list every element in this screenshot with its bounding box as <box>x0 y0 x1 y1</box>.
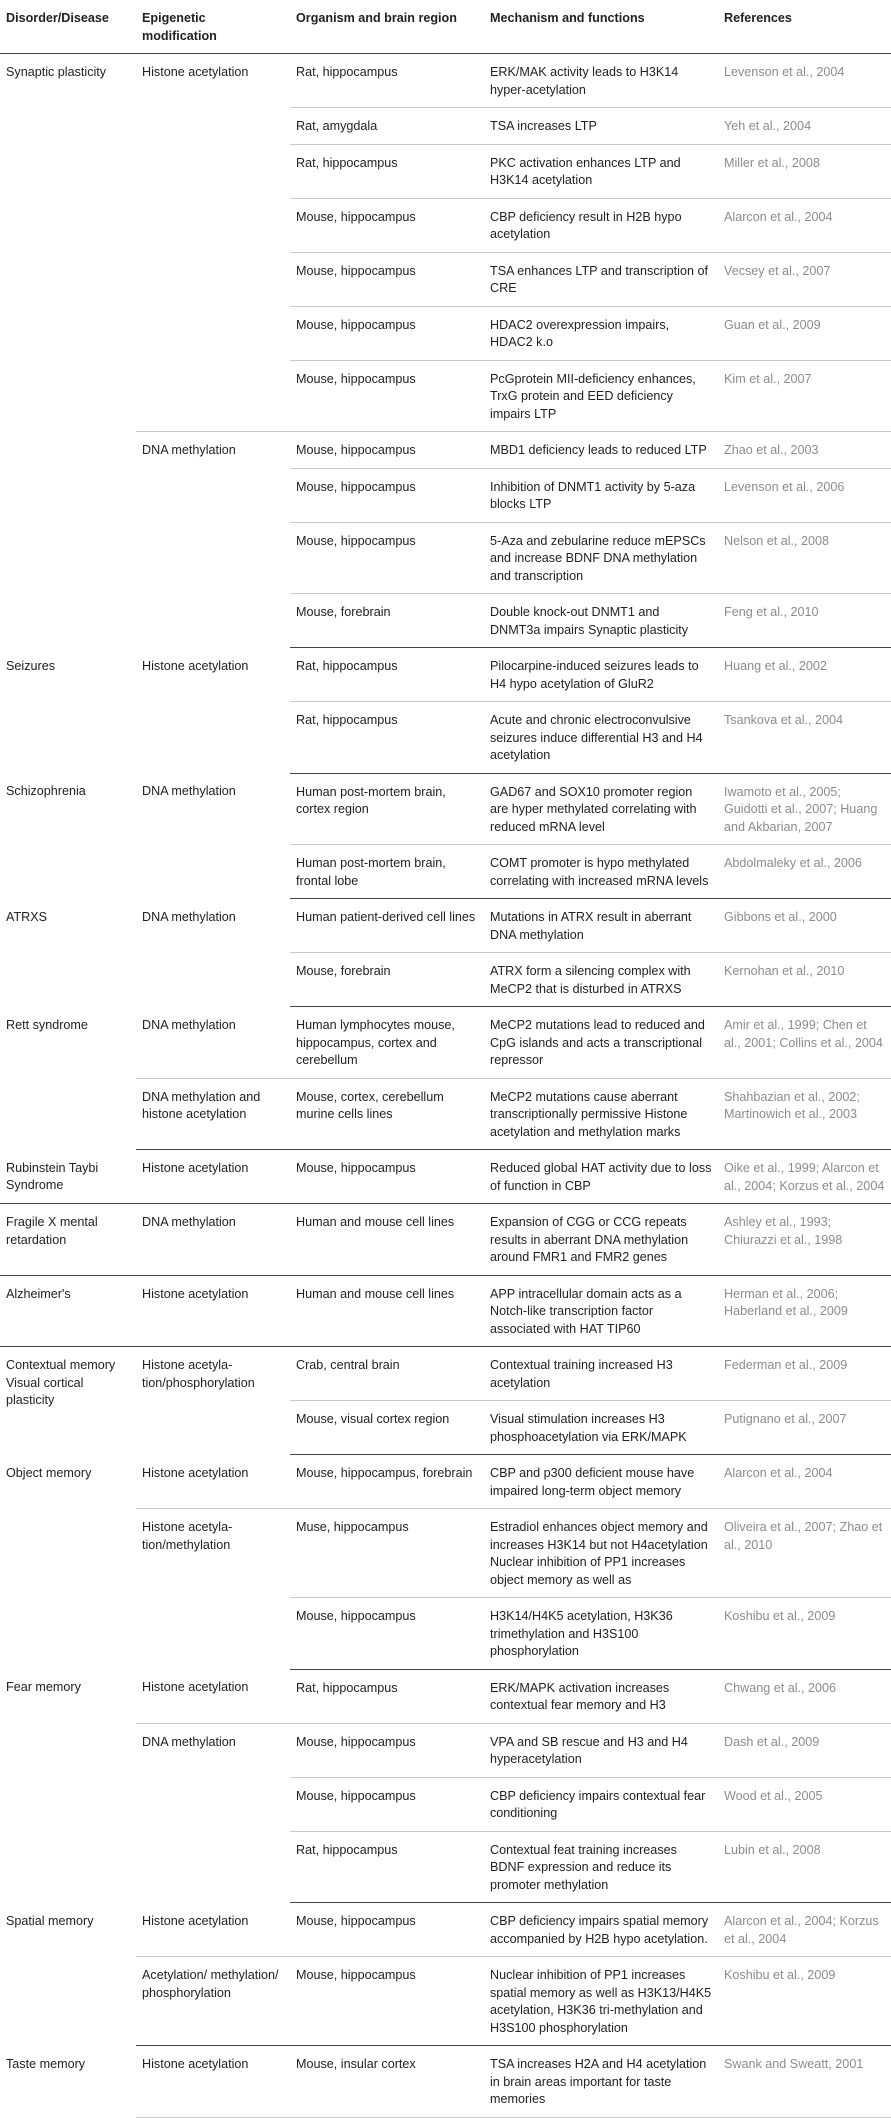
disorder-cell: Rett syndrome <box>6 1017 88 1032</box>
reference-cell: Kim et al., 2007 <box>718 360 891 432</box>
organism-cell: Mouse, hippocampus <box>290 468 484 522</box>
reference-cell: Feng et al., 2010 <box>718 594 891 648</box>
organism-cell: Muse, hippocampus <box>290 1509 484 1598</box>
organism-cell: Mouse, hippocampus <box>290 1150 484 1204</box>
disorder-cell: Spatial memory <box>6 1913 94 1928</box>
reference-cell: Miller et al., 2008 <box>718 144 891 198</box>
reference-cell: Levenson et al., 2004 <box>718 54 891 108</box>
epigenetic-cell: DNA methylation <box>142 443 236 457</box>
organism-cell: Mouse, hippocampus <box>290 1723 484 1777</box>
mechanism-cell: Double knock-out DNMT1 and DNMT3a impairs Synaptic plasticity <box>484 594 718 648</box>
reference-cell: Alarcon et al., 2004; Korzus et al., 2004 <box>718 1903 891 1957</box>
epigenetic-cell: Histone acetylation <box>136 1669 290 1723</box>
epigenetic-cell: DNA methylation <box>142 784 236 798</box>
organism-cell: Mouse, hippocampus <box>290 1777 484 1831</box>
reference-cell: Swank and Sweatt, 2001 <box>718 2046 891 2118</box>
organism-cell: Mouse, forebrain <box>290 953 484 1007</box>
mechanism-cell: PKC activation enhances LTP and H3K14 acetylation <box>484 144 718 198</box>
organism-cell: Mouse, visual cortex region <box>290 1401 484 1455</box>
disorder-cell: Rubinstein Taybi Syndrome <box>0 1150 136 1204</box>
mechanism-cell: CBP deficiency impairs spatial memory accompanied by H2B hypo acetylation. <box>484 1903 718 1957</box>
disorder-cell: Fear memory <box>6 1680 81 1694</box>
reference-cell: Federman et al., 2009 <box>718 1347 891 1401</box>
organism-cell: Mouse, hippocampus, forebrain <box>290 1455 484 1509</box>
disorder-cell: ATRXS <box>6 909 48 924</box>
reference-cell: Amir et al., 1999; Chen et al., 2001; Collins et al., 2004 <box>718 1007 891 1079</box>
reference-cell: Nelson et al., 2008 <box>718 522 891 594</box>
mechanism-cell: CBP and p300 deficient mouse have impaired long-term object memory <box>484 1455 718 1509</box>
epigenetic-cell: DNA methylation <box>136 1007 290 1079</box>
organism-cell: Rat, hippocampus <box>290 648 484 702</box>
disorder-cell: Fragile X mental retardation <box>0 1204 136 1276</box>
epigenetic-cell: Histone acetylation <box>136 1275 290 1347</box>
organism-cell: Human post-mortem brain, cortex region <box>290 773 484 845</box>
mechanism-cell: Contextual training increased H3 acetylation <box>484 1347 718 1401</box>
mechanism-cell: Pilocarpine-induced seizures leads to H4 hypo acetylation of GluR2 <box>484 648 718 702</box>
reference-cell: Oliveira et al., 2007; Zhao et al., 2010 <box>718 1509 891 1598</box>
reference-cell: Putignano et al., 2007 <box>718 1401 891 1455</box>
organism-cell: Mouse, hippocampus <box>290 1598 484 1670</box>
table-row <box>0 1275 891 1347</box>
mechanism-cell: Contextual feat training increases BDNF expression and reduce its promoter methylation <box>484 1831 718 1903</box>
disorder-cell: Alzheimer's <box>0 1275 136 1347</box>
epigenetic-cell: Histone acetyla-tion/methylation <box>142 1520 233 1552</box>
mechanism-cell: H3K14/H4K5 acetylation, H3K36 trimethylation and H3S100 phosphorylation <box>484 1598 718 1670</box>
epigenetic-cell: DNA methylation and histone acetylation <box>136 1078 290 1150</box>
reference-cell: Zhao et al., 2003 <box>718 432 891 469</box>
organism-cell: Mouse, insular cortex <box>290 2046 484 2118</box>
epigenetic-cell: Histone acetyla-tion/phosphorylation <box>142 1358 255 1390</box>
table-row <box>0 1903 891 1957</box>
disorder-cell: Synaptic plasticity <box>6 65 107 79</box>
mechanism-cell: Acute and chronic electroconvulsive seizures induce differential H3 and H4 acetylation <box>484 702 718 774</box>
organism-cell: Rat, hippocampus <box>290 54 484 108</box>
epigenetic-cell: Histone acetylation <box>136 1150 290 1204</box>
organism-cell: Human patient-derived cell lines <box>290 899 484 953</box>
mechanism-cell: APP intracellular domain acts as a Notch-like transcription factor associated with HAT TIP60 <box>484 1275 718 1347</box>
reference-cell: Alarcon et al., 2004 <box>718 198 891 252</box>
organism-cell: Mouse, forebrain <box>290 594 484 648</box>
reference-cell: Abdolmaleky et al., 2006 <box>718 845 891 899</box>
reference-cell: Koshibu et al., 2009 <box>718 1957 891 2046</box>
reference-cell: Oike et al., 1999; Alarcon et al., 2004; Korzus et al., 2004 <box>718 1150 891 1204</box>
reference-cell: Yeh et al., 2004 <box>718 108 891 145</box>
mechanism-cell: HDAC2 overexpression impairs, HDAC2 k.o <box>484 306 718 360</box>
mechanism-cell: 5-Aza and zebularine reduce mEPSCs and increase BDNF DNA methylation and transcription <box>484 522 718 594</box>
organism-cell: Mouse, hippocampus <box>290 432 484 469</box>
mechanism-cell: Mutations in ATRX result in aberrant DNA methylation <box>484 899 718 953</box>
organism-cell: Mouse, hippocampus <box>290 522 484 594</box>
mechanism-cell: TSA increases LTP <box>484 108 718 145</box>
epigenetic-cell: Histone acetylation <box>136 1903 290 1957</box>
header-row <box>0 0 891 54</box>
reference-cell: Gibbons et al., 2000 <box>718 899 891 953</box>
mechanism-cell: MeCP2 mutations cause aberrant transcriptionally permissive Histone acetylation and methylation marks <box>484 1078 718 1150</box>
mechanism-cell: ATRX form a silencing complex with MeCP2 that is disturbed in ATRXS <box>484 953 718 1007</box>
mechanism-cell: Visual stimulation increases H3 phosphoacetylation via ERK/MAPK <box>484 1401 718 1455</box>
mechanism-cell: ERK/MAPK activation increases contextual fear memory and H3 <box>484 1669 718 1723</box>
mechanism-cell: Expansion of CGG or CCG repeats results in aberrant DNA methylation around FMR1 and FMR2 genes <box>484 1204 718 1276</box>
table-row <box>0 773 891 845</box>
mechanism-cell: GAD67 and SOX10 promoter region are hyper methylated correlating with reduced mRNA level <box>484 773 718 845</box>
reference-cell: Lubin et al., 2008 <box>718 1831 891 1903</box>
epigenetic-cell: DNA methylation <box>136 1204 290 1276</box>
epigenetic-cell: DNA methylation <box>142 1734 236 1749</box>
table-row <box>0 648 891 702</box>
reference-cell: Guan et al., 2009 <box>718 306 891 360</box>
organism-cell: Mouse, hippocampus <box>290 1957 484 2046</box>
header-organism-region: Organism and brain region <box>290 0 484 54</box>
epigenetic-cell: Histone acetylation <box>142 658 249 673</box>
reference-cell: Wood et al., 2005 <box>718 1777 891 1831</box>
table-row <box>0 54 891 108</box>
header-epigenetic-modification: Epigenetic modification <box>136 0 290 54</box>
organism-cell: Mouse, hippocampus <box>290 306 484 360</box>
table-row <box>0 899 891 953</box>
reference-cell: Shahbazian et al., 2002; Martinowich et al., 2003 <box>718 1078 891 1150</box>
mechanism-cell: TSA increases H2A and H4 acetylation in brain areas important for taste memories <box>484 2046 718 2118</box>
organism-cell: Mouse, cortex, cerebellum murine cells lines <box>290 1078 484 1150</box>
table-row <box>0 1204 891 1276</box>
reference-cell: Iwamoto et al., 2005; Guidotti et al., 2007; Huang and Akbarian, 2007 <box>718 773 891 845</box>
epigenetic-cell: Acetylation/ methylation/ phosphorylation <box>136 1957 290 2046</box>
reference-cell: Vecsey et al., 2007 <box>718 252 891 306</box>
mechanism-cell: Nuclear inhibition of PP1 increases spatial memory as well as H3K13/H4K5 acetylation, H3K36 tri-methylation and H3S100 phosphorylation <box>484 1957 718 2046</box>
disorder-cell: Schizophrenia <box>6 784 86 798</box>
reference-cell: Koshibu et al., 2009 <box>718 1598 891 1670</box>
organism-cell: Mouse, hippocampus <box>290 252 484 306</box>
mechanism-cell: CBP deficiency impairs contextual fear conditioning <box>484 1777 718 1831</box>
mechanism-cell: Estradiol enhances object memory and increases H3K14 but not H4acetylation Nuclear inhibition of PP1 increases object memory as well as <box>484 1509 718 1598</box>
reference-cell: Ashley et al., 1993; Chiurazzi et al., 1998 <box>718 1204 891 1276</box>
reference-cell: Herman et al., 2006; Haberland et al., 2009 <box>718 1275 891 1347</box>
organism-cell: Rat, hippocampus <box>290 144 484 198</box>
reference-cell: Dash et al., 2009 <box>718 1723 891 1777</box>
epigenetic-cell: Histone acetylation <box>136 54 290 432</box>
table-row <box>0 1007 891 1079</box>
mechanism-cell: MeCP2 mutations lead to reduced and CpG islands and acts a transcriptional repressor <box>484 1007 718 1079</box>
mechanism-cell: PcGprotein MII-deficiency enhances, TrxG protein and EED deficiency impairs LTP <box>484 360 718 432</box>
table-row <box>0 1669 891 1723</box>
mechanism-cell: VPA and SB rescue and H3 and H4 hyperacetylation <box>484 1723 718 1777</box>
mechanism-cell: Reduced global HAT activity due to loss of function in CBP <box>484 1150 718 1204</box>
reference-cell: Tsankova et al., 2004 <box>718 702 891 774</box>
table-body <box>0 54 891 2118</box>
mechanism-cell: ERK/MAK activity leads to H3K14 hyper-acetylation <box>484 54 718 108</box>
organism-cell: Human post-mortem brain, frontal lobe <box>290 845 484 899</box>
disorder-cell: Seizures <box>6 658 55 673</box>
epigenetic-cell: Histone acetylation <box>136 1455 290 1509</box>
reference-cell: Huang et al., 2002 <box>718 648 891 702</box>
organism-cell: Mouse, hippocampus <box>290 1903 484 1957</box>
organism-cell: Crab, central brain <box>290 1347 484 1401</box>
table-row <box>0 2046 891 2118</box>
mechanism-cell: CBP deficiency result in H2B hypo acetylation <box>484 198 718 252</box>
organism-cell: Human lymphocytes mouse, hippocampus, cortex and cerebellum <box>290 1007 484 1079</box>
organism-cell: Human and mouse cell lines <box>290 1275 484 1347</box>
reference-cell: Alarcon et al., 2004 <box>718 1455 891 1509</box>
reference-cell: Levenson et al., 2006 <box>718 468 891 522</box>
mechanism-cell: MBD1 deficiency leads to reduced LTP <box>484 432 718 469</box>
epigenetic-cell: DNA methylation <box>142 909 236 924</box>
reference-cell: Chwang et al., 2006 <box>718 1669 891 1723</box>
organism-cell: Mouse, hippocampus <box>290 360 484 432</box>
table-header <box>0 0 891 54</box>
header-references: References <box>718 0 891 54</box>
disorder-cell: Contextual memory Visual cortical plasticity <box>6 1358 116 1407</box>
mechanism-cell: Inhibition of DNMT1 activity by 5-aza blocks LTP <box>484 468 718 522</box>
header-disorder: Disorder/Disease <box>0 0 136 54</box>
organism-cell: Mouse, hippocampus <box>290 198 484 252</box>
organism-cell: Rat, hippocampus <box>290 702 484 774</box>
table-row <box>0 1150 891 1204</box>
table-row <box>0 1347 891 1401</box>
organism-cell: Human and mouse cell lines <box>290 1204 484 1276</box>
table-row <box>0 1455 891 1509</box>
organism-cell: Rat, hippocampus <box>290 1831 484 1903</box>
organism-cell: Rat, amygdala <box>290 108 484 145</box>
mechanism-cell: COMT promoter is hypo methylated correlating with increased mRNA levels <box>484 845 718 899</box>
organism-cell: Rat, hippocampus <box>290 1669 484 1723</box>
disorder-cell: Taste memory <box>6 2056 86 2071</box>
epigenetic-cell: Histone acetylation <box>136 2046 290 2118</box>
mechanism-cell: TSA enhances LTP and transcription of CRE <box>484 252 718 306</box>
reference-cell: Kernohan et al., 2010 <box>718 953 891 1007</box>
header-mechanism: Mechanism and functions <box>484 0 718 54</box>
disorder-cell: Object memory <box>6 1465 92 1480</box>
